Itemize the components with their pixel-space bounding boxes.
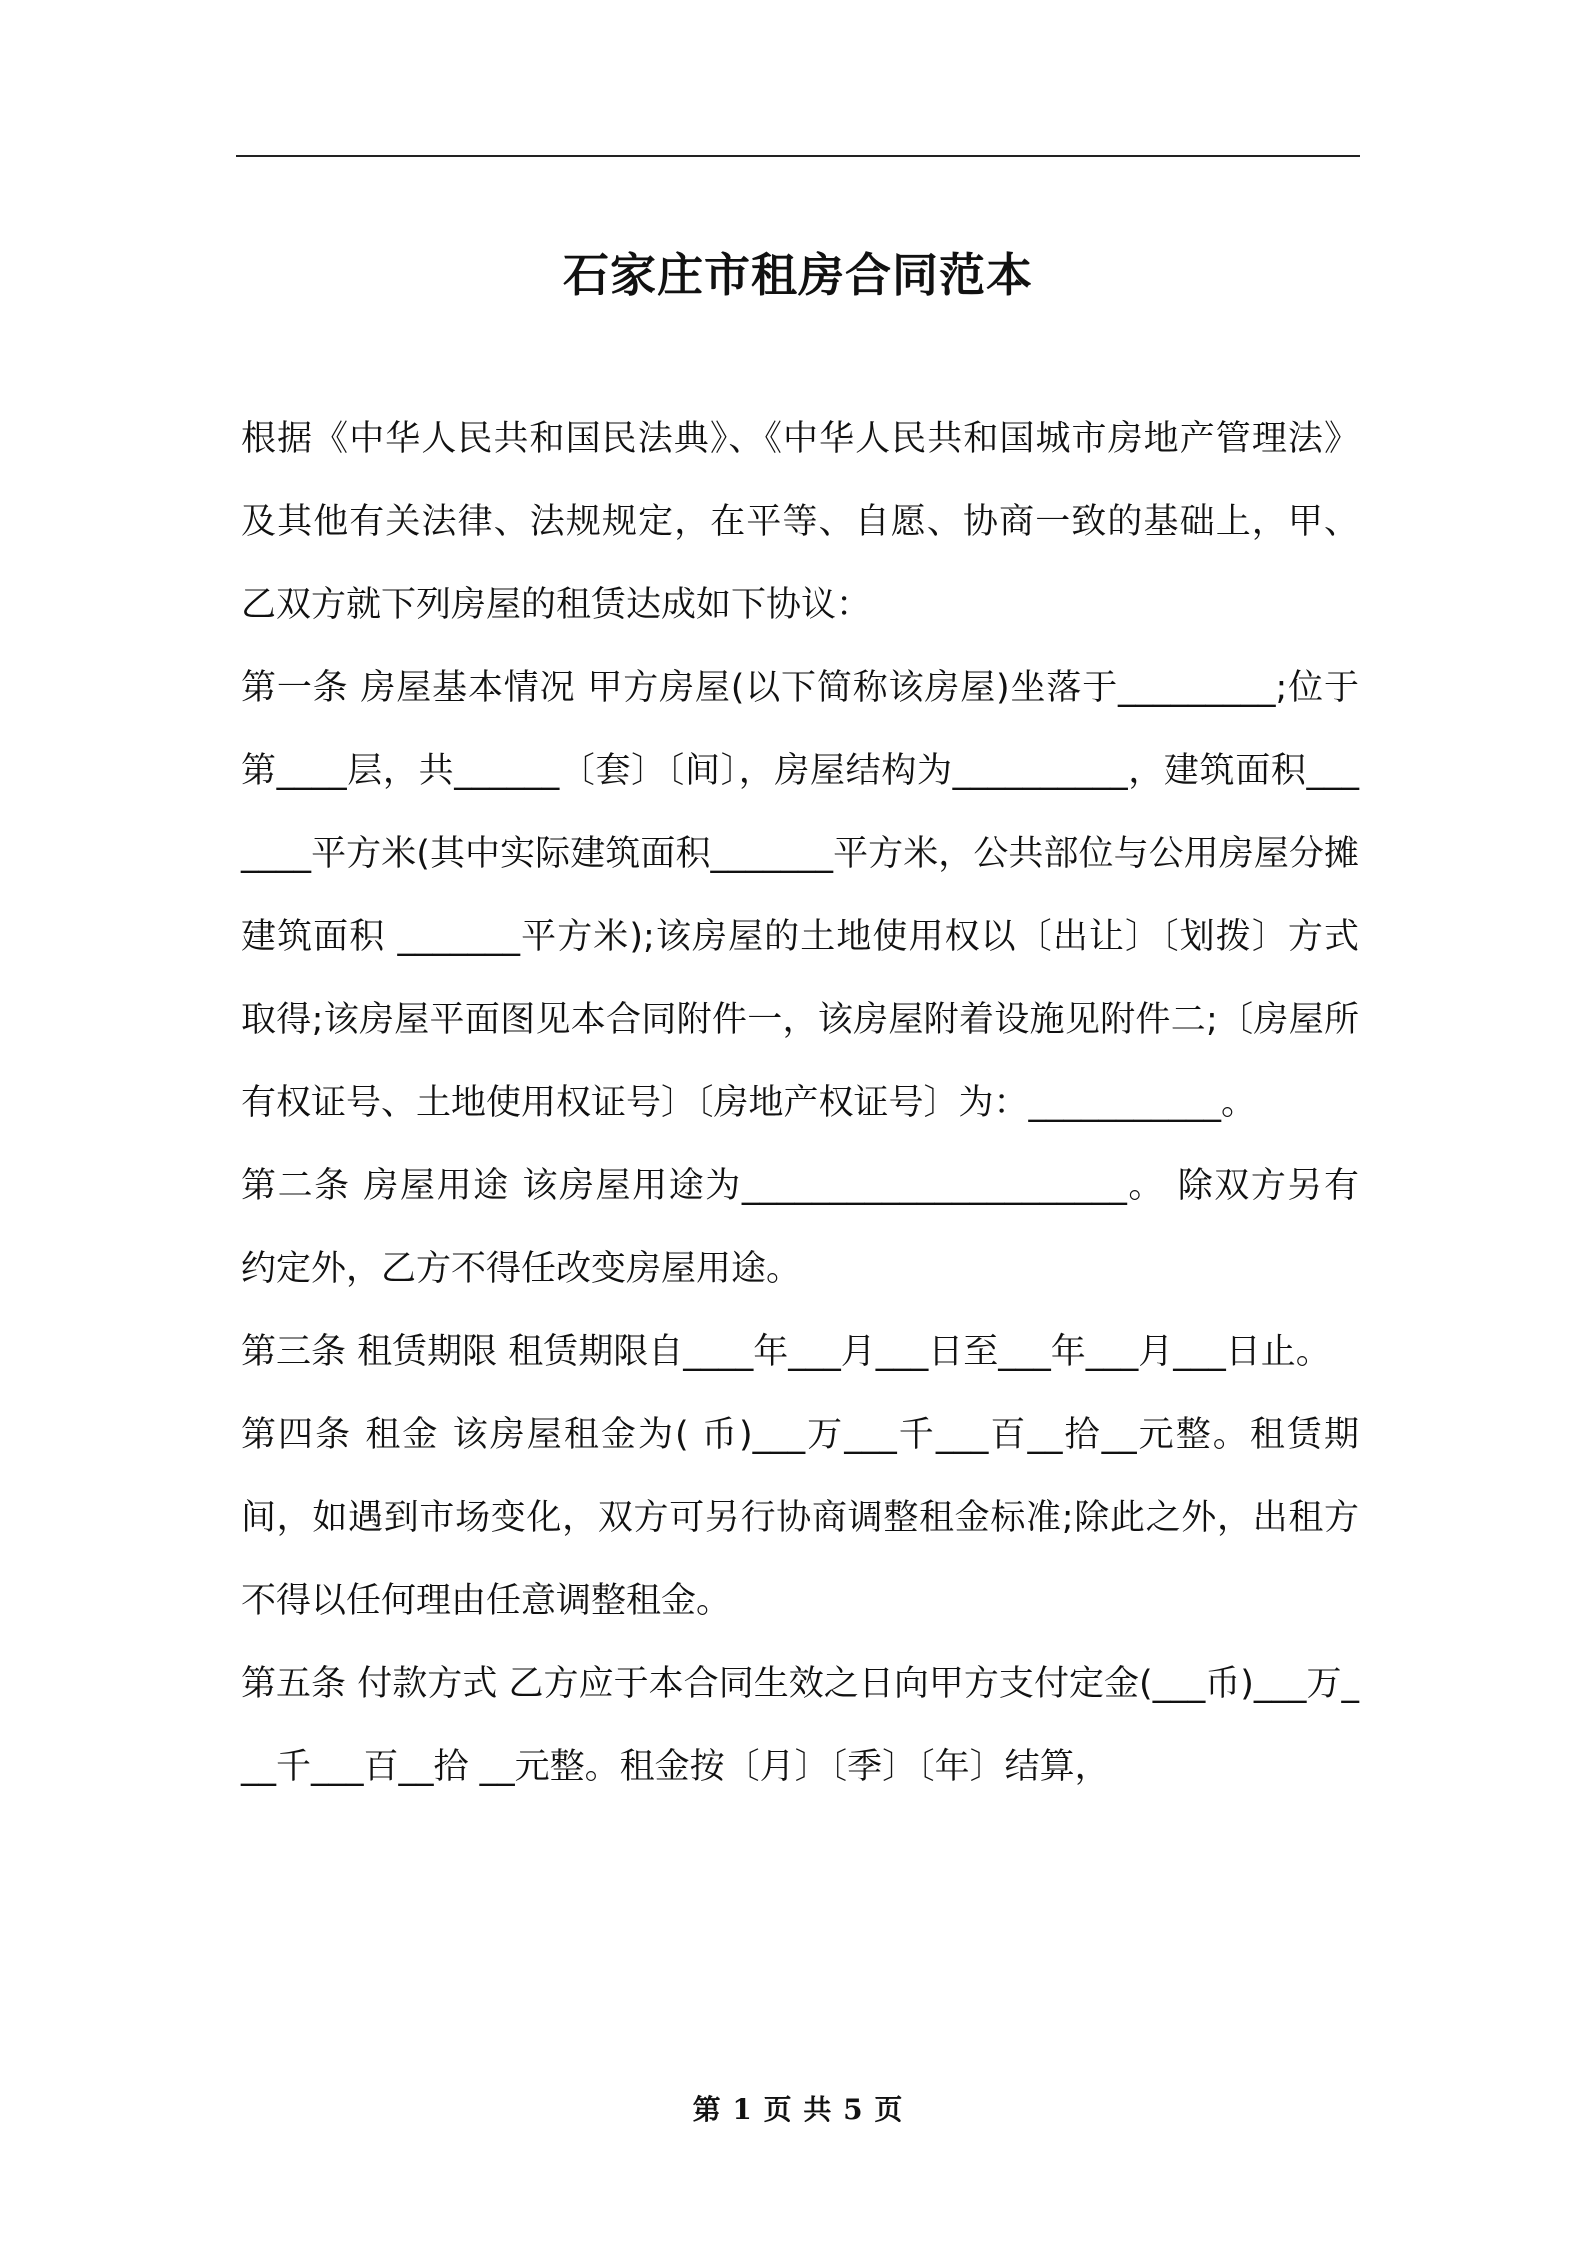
- document-title: 石家庄市租房合同范本: [563, 247, 1033, 302]
- article-2-paragraph: 第二条 房屋用途 该房屋用途为______________________。 除双方另有约定外，乙方不得任改变房屋用途。: [241, 1166, 1359, 1289]
- article-4-paragraph: 第四条 租金 该房屋租金为( 币)___万___千___百__拾__元整。租赁期间，如遇到市场变化，双方可另行协商调整租金标准;除此之外，出租方不得以任何理由任意调整租金。: [241, 1415, 1359, 1621]
- document-body: [241, 398, 1359, 1809]
- article-1-paragraph: 第一条 房屋基本情况 甲方房屋(以下简称该房屋)坐落于_________;位于第____层，共______〔套〕〔间〕，房屋结构为__________，建筑面积_______平方米(其中实际建筑面积_______平方米，公共部位与公用房屋分摊建筑面积 _______平方米);该房屋的土地使用权以〔出让〕〔划拨〕方式取得;该房屋平面图见本合同附件一，该房屋附着设施见附件二;〔房屋所有权证号、土地使用权证号〕〔房地产权证号〕为：___________。: [241, 668, 1359, 1123]
- page-number-footer: 第 1 页 共 5 页: [692, 2093, 904, 2126]
- article-5-paragraph: 第五条 付款方式 乙方应于本合同生效之日向甲方支付定金(___币)___万___千___百__拾 __元整。租金按〔月〕〔季〕〔年〕结算，: [241, 1664, 1359, 1787]
- article-3-paragraph: 第三条 租赁期限 租赁期限自____年___月___日至___年___月___日止。: [241, 1332, 1331, 1372]
- header-rule: [236, 155, 1360, 157]
- preamble-paragraph: 根据《中华人民共和国民法典》、《中华人民共和国城市房地产管理法》及其他有关法律、法规规定，在平等、自愿、协商一致的基础上，甲、乙双方就下列房屋的租赁达成如下协议：: [241, 419, 1359, 625]
